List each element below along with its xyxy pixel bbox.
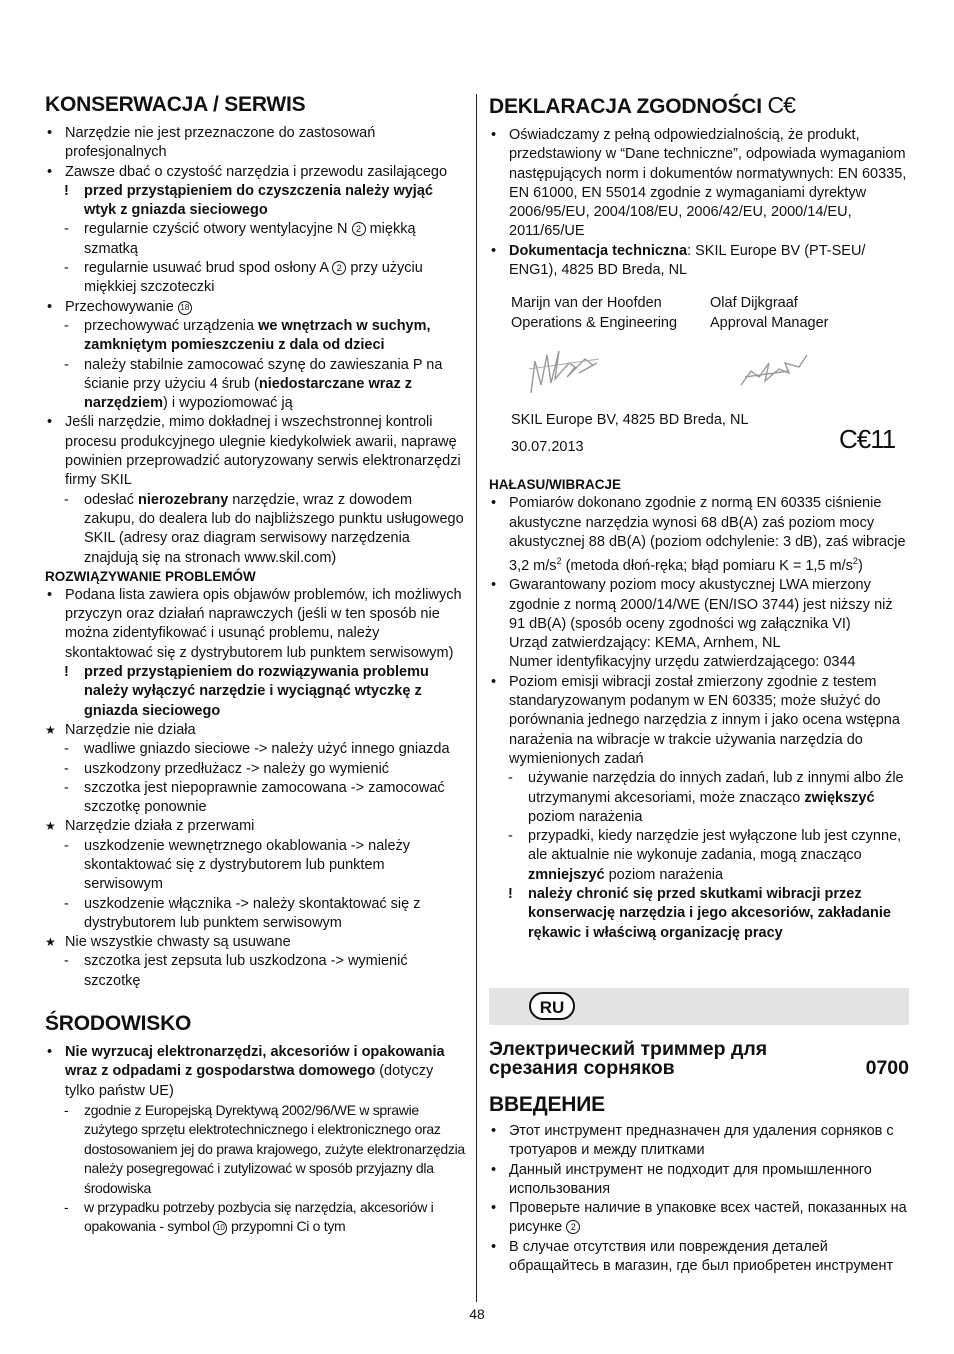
- list-item-text: Urząd zatwierdzający: KEMA, Arnhem, NL: [509, 635, 781, 652]
- list-item: [45, 124, 465, 163]
- problem-item: [45, 817, 465, 836]
- bold-text: Nie wyrzucaj elektronarzędzi, akcesoriów i opakowania wraz z odpadami z gospodarstwa domowego: [65, 1044, 445, 1080]
- heading-text: DEKLARACJA ZGODNOŚCI: [489, 95, 762, 118]
- warning-item: [45, 663, 465, 721]
- list-item: [45, 163, 465, 182]
- figure-ref-icon: 10: [213, 1221, 227, 1235]
- list-subitem: [45, 220, 465, 259]
- list-item-text: Narzędzie nie jest przeznaczone do zastosowań profesjonalnych: [65, 125, 376, 161]
- bold-text: nierozebrany: [138, 491, 229, 508]
- list-subitem: [45, 760, 465, 779]
- signatory-name: Marijn van der Hoofden: [511, 295, 662, 312]
- list-subitem-text: uszkodzony przedłużacz -> należy go wymienić: [84, 760, 390, 777]
- ru-title-text: Электрический триммер для срезания сорняков: [489, 1038, 768, 1079]
- ru-intro-heading: ВВЕДЕНИЕ: [489, 1093, 605, 1116]
- problem-text: Nie wszystkie chwasty są usuwane: [65, 934, 291, 951]
- rozwiazywanie-heading: ROZWIĄZYWANIE PROBLEMÓW: [45, 568, 256, 584]
- list-item: [45, 1043, 465, 1101]
- list-subitem: [45, 1101, 465, 1198]
- list-subitem-text: odesłać: [84, 491, 134, 508]
- list-subitem-text: narzędzie, wraz z dowodem zakupu, do dealera lub do najbliższego punktu usługowego SKIL (adresy oraz diagram serwisowy narzędzenia znajdują się na stronach www.skil.com): [84, 491, 464, 566]
- list-item-text: Numer identyfikacyjny urzędu zatwierdzającego: 0344: [509, 654, 856, 671]
- signatory-name: Olaf Dijkgraaf: [710, 295, 798, 312]
- list-item-text: ): [857, 557, 863, 574]
- list-subitem: [489, 769, 909, 827]
- list-item: [489, 1238, 909, 1277]
- list-subitem: [45, 356, 465, 414]
- list-subitem-text: regularnie usuwać brud spod osłony A: [84, 260, 329, 277]
- list-item: [489, 1122, 909, 1161]
- list-item: [489, 242, 909, 281]
- list-item: [45, 298, 465, 317]
- date-row: [489, 424, 909, 466]
- signatory-2: [710, 294, 909, 333]
- figure-ref-icon: 2: [566, 1220, 580, 1234]
- list-subitem-text: miękką szmatką: [84, 221, 416, 257]
- list-item-text: Этот инструмент предназначен для удаления сорняков с тротуаров и между плитками: [509, 1123, 894, 1159]
- ru-product-title: [489, 1040, 909, 1078]
- problem-item: [45, 721, 465, 740]
- list-subitem: [45, 952, 465, 991]
- ce11-mark-icon: C€11: [839, 424, 896, 455]
- ru-section: [489, 1040, 909, 1276]
- konserwacja-heading: KONSERWACJA / SERWIS: [45, 93, 306, 116]
- list-item-text: Jeśli narzędzie, mimo dokładnej i wszechstronnej kontroli procesu produkcyjnego ulegnie kiedykolwiek awarii, naprawę powinien przeprowadzić autoryzowany serwis elektronarzędzi firmy SKIL: [65, 414, 461, 489]
- warning-text: przed przystąpieniem do rozwiązywania problemu należy wyłączyć narzędzie i wyciągnąć wtyczkę z gniazda sieciowego: [84, 664, 429, 719]
- deklaracja-heading: [489, 92, 909, 120]
- problem-text: Narzędzie nie działa: [65, 721, 196, 738]
- signatory-role: Operations & Engineering: [511, 314, 678, 331]
- signatory-role: Approval Manager: [710, 314, 829, 331]
- list-item-text: Проверьте наличие в упаковке всех частей, показанных на рисунке: [509, 1200, 907, 1236]
- list-subitem-text: należy stabilnie zamocować szynę do zawieszania P na ścianie przy użyciu 4 śrub (: [84, 356, 443, 392]
- list-subitem-text: regularnie czyścić otwory wentylacyjne N: [84, 221, 348, 238]
- list-item: [489, 673, 909, 769]
- list-subitem-text: szczotka jest niepoprawnie zamocowana -> zamocować szczotkę ponownie: [84, 779, 445, 816]
- list-subitem: [45, 491, 465, 568]
- list-item: [489, 126, 909, 242]
- list-item: [489, 494, 909, 576]
- list-item-text: Данный инструмент не подходит для промышленного использования: [509, 1161, 872, 1197]
- list-subitem-text: przypomni Ci o tym: [231, 1218, 346, 1235]
- list-item-text: Podana lista zawiera opis objawów problemów, ich możliwych przyczyn oraz działań naprawczych (jeśli w ten sposób nie można zidentyfikować i usunąć problemu, należy skontaktować się z dystrybutorem lub punktem serwisowym): [65, 586, 462, 661]
- list-subitem: [45, 1198, 465, 1237]
- list-subitem-text: uszkodzenie wewnętrznego okablowania -> należy skontaktować się z dystrybutorem lub punktem serwisowym: [84, 837, 411, 893]
- warning-text: należy chronić się przed skutkami wibracji przez konserwację narzędzia i jego akcesoriów, zakładanie rękawic i właściwą organizację pracy: [528, 886, 891, 941]
- bold-text: niedostarczane wraz z narzędziem: [84, 375, 412, 412]
- problem-item: [45, 933, 465, 952]
- bold-text: zmniejszyć: [528, 866, 605, 883]
- signatories: [489, 294, 909, 333]
- figure-ref-icon: 2: [332, 261, 346, 275]
- list-subitem-text: szczotka jest zepsuta lub uszkodzona -> wymienić szczotkę: [84, 953, 408, 989]
- figure-ref-icon: 18: [178, 301, 192, 315]
- signature-images: [489, 333, 909, 411]
- bold-text: Dokumentacja techniczna: [509, 242, 688, 259]
- warning-item: [45, 182, 465, 221]
- list-subitem-text: uszkodzenie włącznika -> należy skontaktować się z dystrybutorem lub punktem serwisowym: [84, 895, 421, 931]
- figure-ref-icon: 2: [352, 222, 366, 236]
- page-number: 48: [469, 1306, 485, 1322]
- list-item: [489, 576, 909, 672]
- language-badge: RU: [529, 992, 575, 1020]
- warning-text: przed przystąpieniem do czyszczenia należy wyjąć wtyk z gniazda sieciowego: [84, 182, 433, 219]
- list-item-text: В случае отсутствия или повреждения деталей обращайтесь в магазин, где был приобретен инструмент: [509, 1238, 894, 1275]
- list-subitem-text: poziom narażenia: [608, 866, 724, 883]
- list-subitem: [45, 779, 465, 818]
- list-subitem: [45, 837, 465, 895]
- list-subitem-text: poziom narażenia: [528, 808, 643, 825]
- signatory-1: [511, 294, 710, 333]
- halasu-heading: HAŁASU/WIBRACJE: [489, 477, 622, 493]
- list-item-text: Oświadczamy z pełną odpowiedzialnością, że produkt, przedstawiony w “Dane techniczne”, odpowiada wymaganiom następujących norm i dokumentów normatywnych: EN 60335, EN 61000, EN 55014 zgodnie z wymaganiami dyrektyw 2006/95/EU, 2004/108/EU, 2006/42/EU, 2000/14/EU, 2011/65/UE: [509, 127, 907, 240]
- list-item-text: Gwarantowany poziom mocy akustycznej LWA mierzony zgodnie z normą 2000/14/WE (EN/ISO 3744) jest niższy niż 91 dB(A) (sposób oceny zgodności wg załącznika VI): [509, 577, 893, 632]
- list-item: [45, 586, 465, 663]
- problem-text: Narzędzie działa z przerwami: [65, 818, 255, 835]
- list-item: [489, 1199, 909, 1238]
- list-item: [489, 1161, 909, 1200]
- list-subitem-text: w przypadku potrzeby pozbycia się narzędzia, akcesoriów i opakowania - symbol: [84, 1198, 434, 1235]
- bold-text: zwiększyć: [804, 789, 875, 806]
- superscript: 2: [556, 556, 562, 567]
- list-item-text: (dotyczy tylko państw UE): [65, 1063, 434, 1099]
- list-item-text: : SKIL Europe BV (PT-SEU/ ENG1), 4825 BD Breda, NL: [509, 242, 866, 279]
- declaration-date: 30.07.2013: [511, 439, 584, 456]
- language-band: [489, 988, 909, 1025]
- list-subitem: [45, 317, 465, 356]
- list-item-text: Pomiarów dokonano zgodnie z normą EN 60335 ciśnienie akustyczne narzędzia wynosi 68 dB(A) zaś poziom mocy akustycznej 88 dB(A) (poziom odchylenie: 3 dB), zaś wibracje 3,2 m/s: [509, 495, 906, 574]
- list-subitem-text: przy użyciu miękkiej szczoteczki: [84, 260, 423, 296]
- list-subitem-text: wadliwe gniazdo sieciowe -> należy użyć innego gniazda: [84, 741, 450, 758]
- right-column: [489, 92, 909, 943]
- bold-text: we wnętrzach w suchym, zamkniętym pomieszczeniu z dala od dzieci: [84, 317, 431, 354]
- list-subitem: [45, 259, 465, 298]
- ru-model-number: 0700: [865, 1057, 909, 1079]
- list-item-text: Przechowywanie: [65, 298, 174, 315]
- ce-mark-icon: C€: [767, 92, 795, 118]
- signatures: [489, 333, 909, 411]
- list-item: [45, 413, 465, 490]
- warning-item: [489, 885, 909, 943]
- list-subitem: [45, 895, 465, 934]
- list-subitem-text: przypadki, kiedy narzędzie jest wyłączone lub jest czynne, ale aktualnie nie wykonuje zadania, mogą znacząco: [528, 828, 902, 864]
- srodowisko-heading: ŚRODOWISKO: [45, 1012, 192, 1036]
- list-item-text: Zawsze dbać o czystość narzędzia i przewodu zasilającego: [65, 163, 448, 180]
- list-subitem-text: ) i wypoziomować ją: [162, 395, 293, 412]
- list-subitem: [489, 827, 909, 885]
- list-subitem-text: używanie narzędzia do innych zadań, lub z innymi albo źle utrzymanymi akcesoriami, może znacząco: [528, 770, 904, 806]
- list-subitem-text: przechowywać urządzenia: [84, 317, 255, 334]
- list-item-text: Poziom emisji wibracji został zmierzony zgodnie z testem standaryzowanym podanym w EN 60335; może służyć do porównania jednego narzędzia z innym i jako ocena wstępna narażenia na wibracje w trakcie używania narzędzia do wymienionych zadań: [509, 673, 900, 767]
- list-item-text: (metoda dłoń-ręka; błąd pomiaru K = 1,5 m/s: [561, 557, 853, 574]
- left-column: [45, 92, 465, 1237]
- company-address: SKIL Europe BV, 4825 BD Breda, NL: [511, 411, 749, 428]
- list-subitem-text: zgodnie z Europejską Dyrektywą 2002/96/WE w sprawie zużytego sprzętu elektrotechnicznego i elektronicznego oraz dostosowaniem jej do prawa krajowego, zużyte elektronarzędzia należy posegregować i zutylizować w sposób przyjazny dla środowiska: [84, 1101, 465, 1196]
- list-subitem: [45, 740, 465, 759]
- column-divider: [476, 94, 477, 1302]
- superscript: 2: [852, 556, 858, 567]
